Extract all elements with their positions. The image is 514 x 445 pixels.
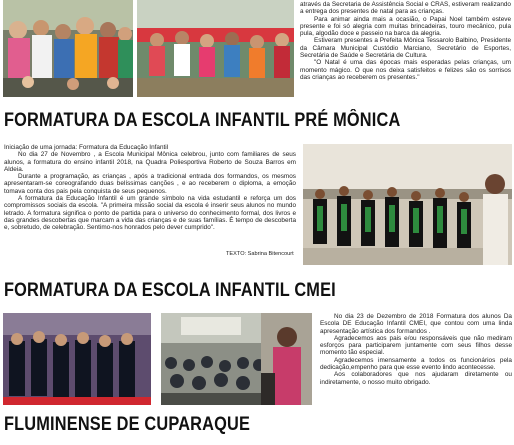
- cmei-speaker-photo: [261, 313, 312, 405]
- cmei-article-text: [320, 313, 512, 386]
- crowd-photo: [3, 0, 133, 97]
- christmas-paragraph: Estiveram presentes a Prefeita Mônica Tessarolo Balbino, Presidente da Câmara Municipal Custódio Marciano, Secretário de Esportes, Secretária de Saúde e Secretária de Cultura.: [300, 37, 511, 60]
- graduation-ceremony-photo: [303, 144, 512, 265]
- article-paragraph: Aos colaboradores que nos ajudaram diretamente ou indiretamente, o nosso muito obrigado.: [320, 371, 512, 386]
- christmas-paragraph: através da Secretaria de Assistência Social e CRAS, estiveram realizando a entrega dos presentes de natal para as crianças.: [300, 1, 511, 16]
- article-paragraph: No dia 23 de Dezembro de 2018 Formatura dos alunos Da Escola DE Educação Infantil CMEI, que contou com uma linda apresentação artística dos formandos .: [320, 313, 512, 335]
- cmei-graduates-photo: [3, 313, 151, 405]
- headline-cmei: FORMATURA DA ESCOLA INFANTIL CMEI: [4, 280, 336, 301]
- headline-fluminense: FLUMINENSE DE CUPARAQUE: [4, 414, 251, 435]
- article-paragraph: Durante a programação, as crianças , após a tradicional entrada dos formandos, os mesmos apresentaram-se coreografando duas belíssimas canções , e ao receberem o diploma, a emoção tomava conta dos pais pela conquista de seus pequenos.: [4, 173, 296, 195]
- children-playground-photo: [137, 0, 294, 97]
- pre-monica-article-text: [4, 144, 296, 232]
- christmas-quote: "O Natal é uma das épocas mais esperadas pelas crianças, um momento mágico. O que nos deixa satisfeitos e felizes são os sorrisos das crianças ao receberem os presentes.": [300, 59, 511, 81]
- headline-pre-monica: FORMATURA DA ESCOLA INFANTIL PRÉ MÔNICA: [4, 110, 401, 131]
- article-paragraph: Agradecemos imensamente a todos os funcionários pela dedicação,empenho para que esse evento lindo acontecesse.: [320, 356, 512, 372]
- christmas-article-text: [300, 1, 511, 81]
- article-paragraph: Agradecemos aos pais e/ou responsáveis que não mediram esforços para participarem juntamente com seus filhos desse momento tão especial.: [320, 334, 512, 357]
- article-paragraph: A formatura da Educação Infantil é um grande símbolo na vida estudantil e reforça um dos compromissos sociais da escola. "A primeira missão social da escola é inserir seus alunos no mundo letrado. A formatura significa o ponto de partida para o universo do conhecimento formal, dos livros e das grandes descobertas que marcam a vida das crianças e de suas famílias. É tempo de descoberta e, sobretudo, de celebração. Sentimo-nos honrados pelo dever cumprido".: [4, 195, 296, 232]
- cmei-audience-photo: [161, 313, 266, 405]
- article-paragraph: No dia 27 de Novembro , a Escola Municipal Mônica celebrou, junto com familiares de seus alunos, a formatura do ensino infantil 2018, na Quadra Poliesportiva Roberto de Souza Barros em Aldeia.: [4, 151, 296, 173]
- christmas-paragraph: Para animar ainda mais a ocasião, o Papai Noel também esteve presente e foi só alegria com muitas brincadeiras, touro mecânico, pula pula, algodão doce e passeio na barca da alegria.: [300, 15, 511, 38]
- text-credit: TEXTO: Sabrina Bitencourt: [226, 251, 294, 257]
- article-intro: Iniciação de uma jornada: Formatura da Educação Infantil: [4, 144, 169, 151]
